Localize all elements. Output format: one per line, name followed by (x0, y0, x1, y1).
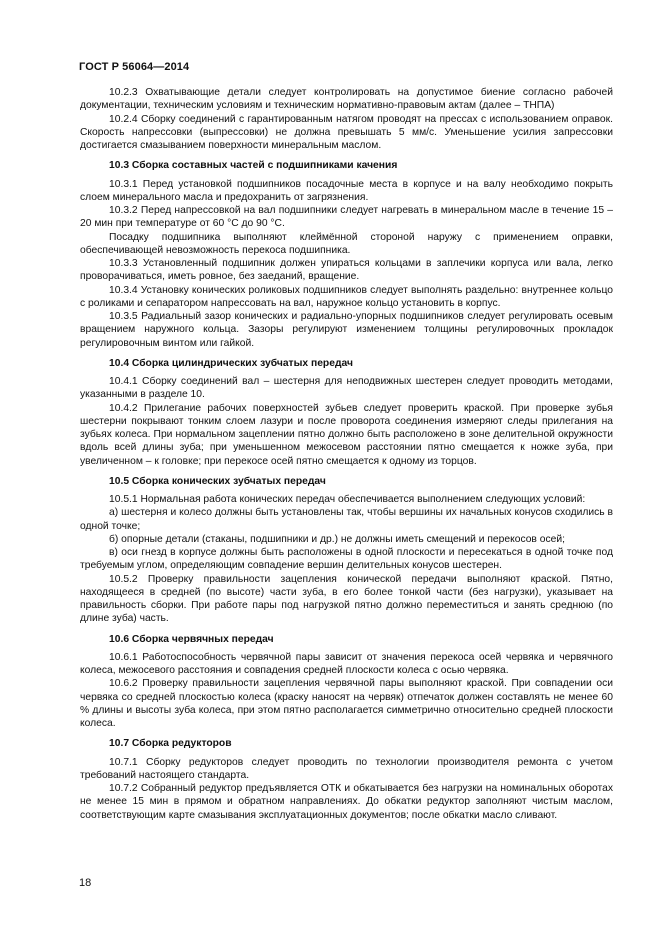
paragraph: 10.5.2 Проверку правильности зацепления конической передачи выполняют краской. Пятно, находящееся в средней (по высоте) части зуба, в его более тонкой части (без нагрузки), указывает на правильность сборки. При работе пары под нагрузкой пятно должно переместиться и занять среднюю (по длине зуба) часть. (80, 573, 613, 625)
paragraph: Посадку подшипника выполняют клеймённой стороной наружу с применением оправки, обеспечивающей невозможность перекоса подшипника. (80, 231, 613, 256)
paragraph: 10.3.4 Установку конических роликовых подшипников следует выполнять раздельно: внутреннее кольцо с роликами и сепаратором напрессовать на вал, наружное кольцо установить в корпус. (80, 284, 613, 309)
paragraph: 10.3.5 Радиальный зазор конических и радиально-упорных подшипников следует регулировать осевым вращением наружного кольца. Зазоры регулируют изменением толщины регулировочных прокладок регулировочным винтом или гайкой. (80, 311, 613, 349)
paragraph: 10.3.1 Перед установкой подшипников посадочные места в корпусе и на валу необходимо покрыть слоем минерального масла и предохранить от загрязнения. (80, 178, 613, 203)
paragraph: 10.7.1 Сборку редукторов следует проводить по технологии производителя ремонта с учетом требований настоящего стандарта. (80, 756, 613, 781)
paragraph: 10.6.1 Работоспособность червячной пары зависит от значения перекоса осей червяка и червячного колеса, межосевого расстояния и совпадения средней плоскости колеса с осью червяка. (80, 651, 613, 676)
section-heading: 10.6 Сборка червячных передач (109, 633, 274, 645)
paragraph: 10.4.1 Сборку соединений вал – шестерня для неподвижных шестерен следует проводить методами, указанными в разделе 10. (80, 376, 613, 401)
paragraph: 10.5.1 Нормальная работа конических передач обеспечивается выполнением следующих условий: (109, 494, 586, 505)
document-body (80, 86, 613, 822)
section-heading: 10.4 Сборка цилиндрических зубчатых передач (109, 357, 353, 369)
paragraph: в) оси гнезд в корпусе должны быть расположены в одной плоскости и пересекаться в одной точке под требуемым углом, определяющим совпадение вершин делительных конусов шестерен. (80, 547, 613, 572)
page-number: 18 (79, 877, 92, 889)
paragraph: 10.6.2 Проверку правильности зацепления червячной пары выполняют краской. При совпадении оси червяка со средней плоскостью колеса (краску наносят на червяк) отпечаток должен составлять не менее 60 % длины и высоты зуба колеса, при этом пятно располагается симметрично относительно средней плоскости колеса. (80, 678, 613, 729)
document-code-header: ГОСТ Р 56064—2014 (79, 61, 190, 73)
paragraph: б) опорные детали (стаканы, подшипники и др.) не должны иметь смещений и перекосов осей; (109, 533, 565, 545)
paragraph: 10.3.2 Перед напрессовкой на вал подшипники следует нагревать в минеральном масле в течение 15 – 20 мин при температуре от 60 °С до 90 °С. (80, 205, 613, 230)
section-heading: 10.3 Сборка составных частей с подшипниками качения (109, 160, 398, 172)
section-heading: 10.5 Сборка конических зубчатых передач (109, 475, 326, 487)
paragraph: 10.2.3 Охватывающие детали следует контролировать на допустимое биение согласно рабочей документации, техническим условиям и техническим нормативно-правовым актам (далее – ТНПА) (80, 87, 613, 112)
section-heading: 10.7 Сборка редукторов (109, 738, 232, 750)
paragraph: 10.4.2 Прилегание рабочих поверхностей зубьев следует проверить краской. При проверке зубья шестерни покрывают тонким слоем лазури и после проворота соединения измеряют следы прилегания на зубьях колеса. При нормальном зацеплении пятно должно быть расположено в зоне делительной окружности вдоль всей длины зуба; при уменьшенном межосевом расстоянии пятно смещается к ножке зуба, при увеличенном – к головке; при перекосе осей пятно смещается к одному из торцов. (80, 402, 613, 467)
paragraph: а) шестерня и колесо должны быть установлены так, чтобы вершины их начальных конусов сходились в одной точке; (80, 507, 613, 532)
paragraph: 10.2.4 Сборку соединений с гарантированным натягом проводят на прессах с использованием оправок. Скорость напрессовки (выпрессовки) не должна превышать 5 мм/с. Уменьшение усилия запрессовки достигается смазыванием поверхности минеральным маслом. (80, 113, 613, 151)
paragraph: 10.3.3 Установленный подшипник должен упираться кольцами в заплечики корпуса или вала, легко проворачиваться, иметь ровное, без заеданий, вращение. (80, 258, 613, 283)
paragraph: 10.7.2 Собранный редуктор предъявляется ОТК и обкатывается без нагрузки на номинальных оборотах не менее 15 мин в прямом и обратном направлениях. До обкатки редуктор заполняют чистым маслом, соответствующим карте смазывания эксплуатационных документов; после обкатки масло сливают. (80, 783, 613, 821)
